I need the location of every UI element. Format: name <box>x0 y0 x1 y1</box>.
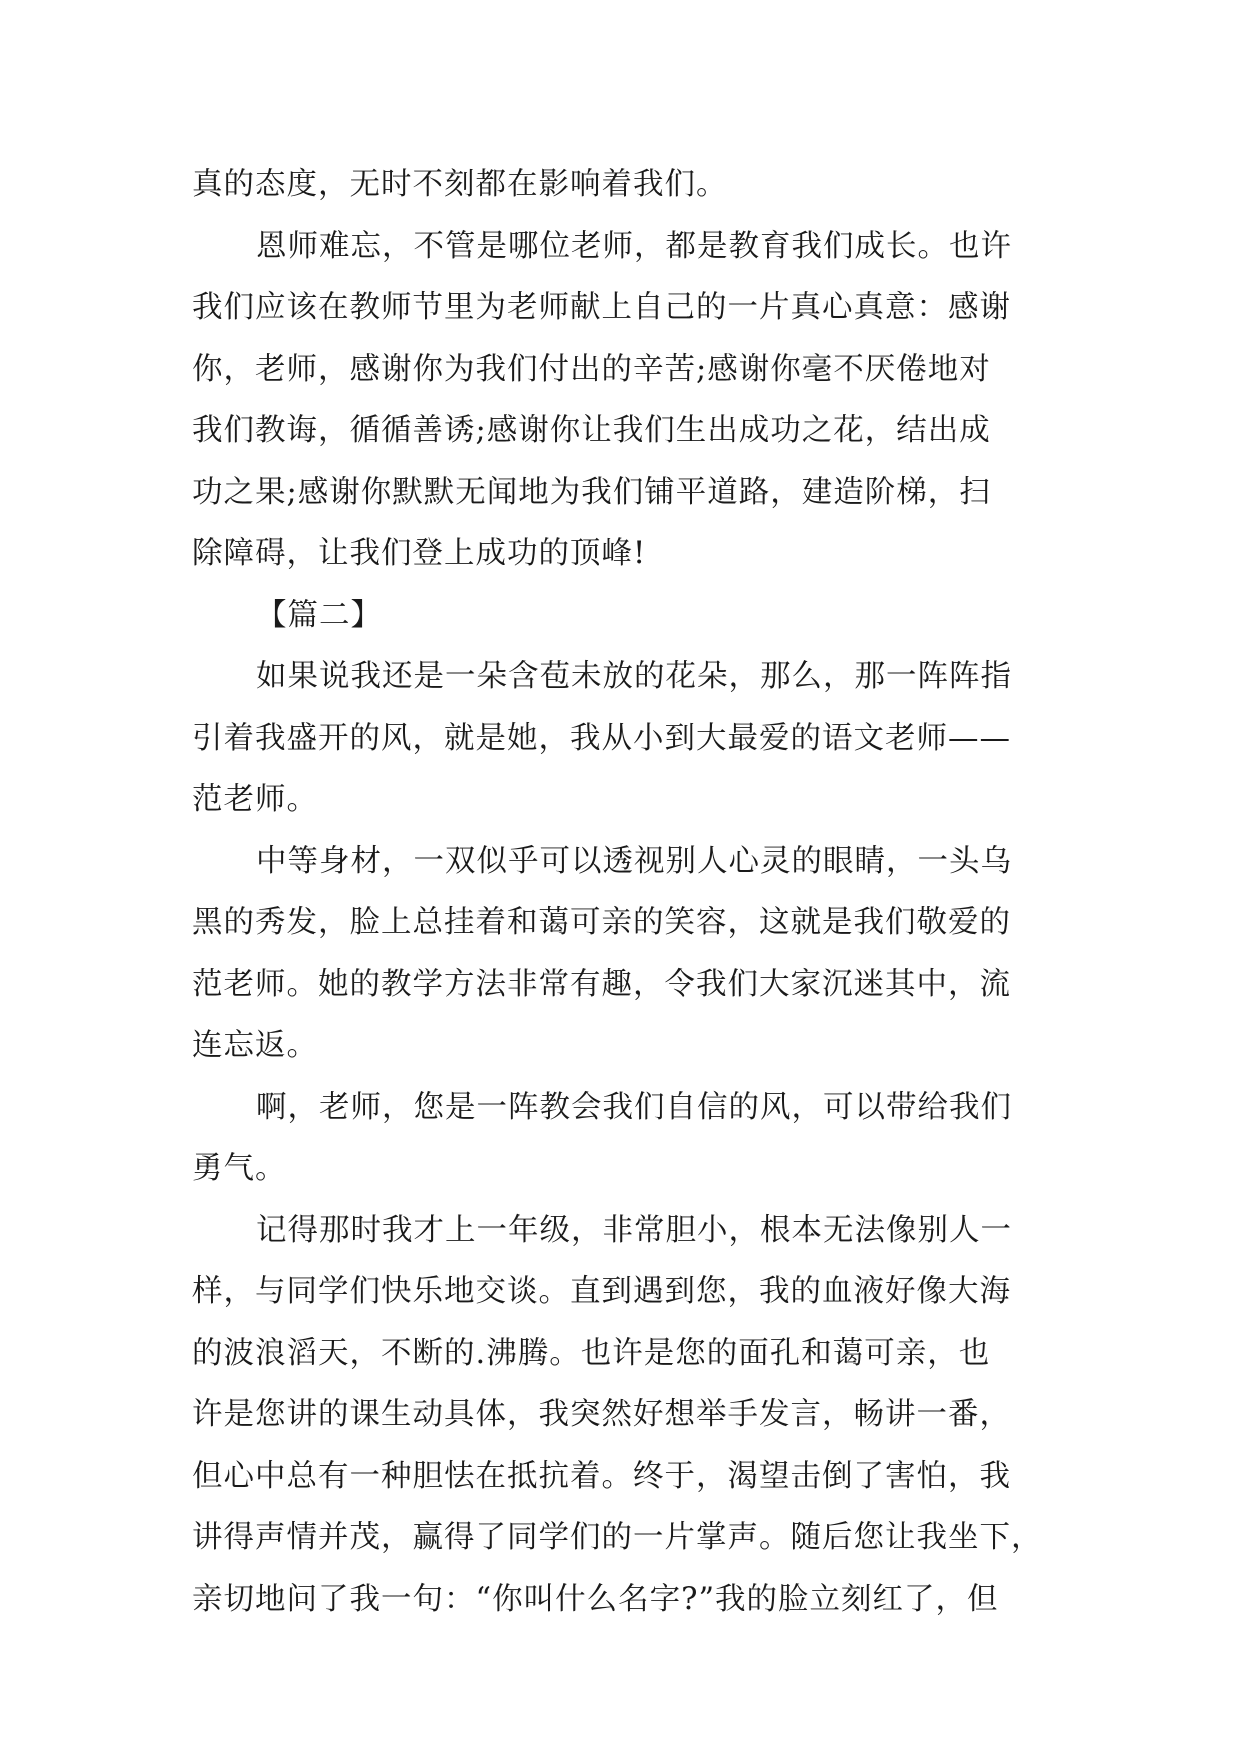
text-line: 我们应该在教师节里为老师献上自己的一片真心真意：感谢 <box>192 290 1011 325</box>
text-line: 如果说我还是一朵含苞未放的花朵，那么，那一阵阵指 <box>256 659 1012 694</box>
text-line: 中等身材，一双似乎可以透视别人心灵的眼睛，一头乌 <box>256 843 1012 879</box>
text-line: 【篇二】 <box>256 597 382 633</box>
text-line: 引着我盛开的风，就是她，我从小到大最爱的语文老师—— <box>192 720 1011 756</box>
text-line: 样，与同学们快乐地交谈。直到遇到您，我的血液好像大海 <box>192 1274 1011 1309</box>
text-line: 啊，老师，您是一阵教会我们自信的风，可以带给我们 <box>256 1089 1012 1125</box>
text-line: 勇气。 <box>192 1151 287 1186</box>
text-line: 但心中总有一种胆怯在抵抗着。终于，渴望击倒了害怕，我 <box>192 1458 1011 1494</box>
text-line: 范老师。 <box>192 782 318 817</box>
text-line: 真的态度，无时不刻都在影响着我们。 <box>192 167 728 202</box>
body-text <box>192 154 1052 1630</box>
text-line: 亲切地问了我一句：“你叫什么名字?”我的脸立刻红了，但 <box>192 1581 999 1617</box>
text-line: 的波浪滔天，不断的.沸腾。也许是您的面孔和蔼可亲，也 <box>192 1335 991 1371</box>
text-line: 许是您讲的课生动具体，我突然好想举手发言，畅讲一番， <box>192 1397 1011 1432</box>
text-line: 除障碍，让我们登上成功的顶峰! <box>192 536 647 571</box>
text-line: 讲得声情并茂，赢得了同学们的一片掌声。随后您让我坐下， <box>192 1520 1043 1555</box>
text-line: 记得那时我才上一年级，非常胆小，根本无法像别人一 <box>256 1212 1012 1248</box>
text-line: 恩师难忘，不管是哪位老师，都是教育我们成长。也许 <box>256 228 1012 264</box>
text-line: 范老师。她的教学方法非常有趣，令我们大家沉迷其中，流 <box>192 966 1011 1002</box>
text-line: 你，老师，感谢你为我们付出的辛苦;感谢你毫不厌倦地对 <box>192 351 991 387</box>
text-line: 我们教诲，循循善诱;感谢你让我们生出成功之花，结出成 <box>192 413 991 448</box>
text-line: 黑的秀发，脸上总挂着和蔼可亲的笑容，这就是我们敬爱的 <box>192 905 1011 940</box>
text-line: 功之果;感谢你默默无闻地为我们铺平道路，建造阶梯，扫 <box>192 474 991 510</box>
text-line: 连忘返。 <box>192 1028 318 1063</box>
